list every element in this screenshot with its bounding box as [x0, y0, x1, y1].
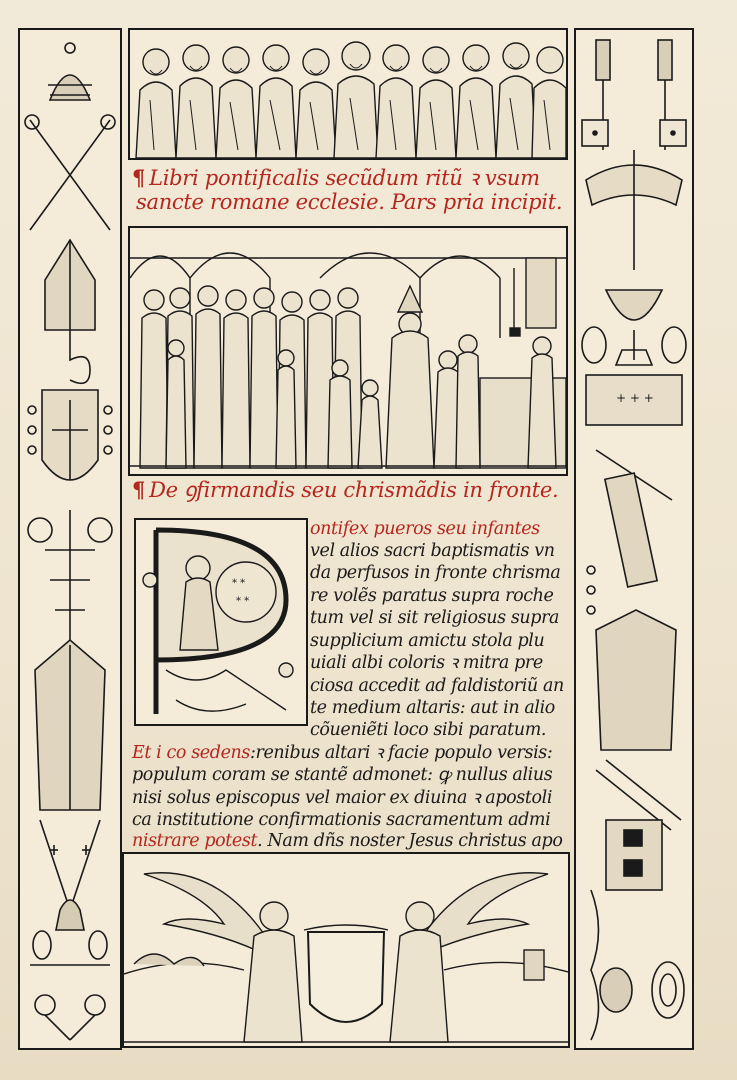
text-line: cõueniẽti loco sibi paratum. — [310, 720, 547, 740]
text-line: re volẽs paratus supra roche — [310, 586, 554, 606]
text-line: supplicium amictu stola plu — [310, 631, 545, 651]
text-line: te medium altaris: aut in alio — [310, 698, 555, 718]
historiated-initial-creation-icon — [136, 520, 306, 724]
historiated-initial — [134, 518, 308, 726]
text-line: nisi solus episcopus vel maior ex diuina ꝛ apostoli — [132, 788, 553, 808]
group-of-apostles-icon — [130, 30, 566, 158]
text-line: uiali albi coloris ꝛ mitra pre — [310, 653, 543, 673]
right-ornamental-border — [574, 28, 694, 1050]
papal-regalia-border-icon — [20, 30, 120, 1048]
text-line: vel alios sacri baptismatis vn — [310, 541, 555, 561]
apostles-woodcut — [128, 28, 568, 160]
section-heading-rubric — [132, 478, 572, 502]
paragraph-mark-icon: ¶ — [132, 165, 146, 190]
title-line-1: Libri pontificalis secũdum ritũ ꝛ vsum — [149, 166, 540, 190]
text-line: ontifex pueros seu infantes — [310, 519, 540, 539]
paragraph-mark-icon: ¶ — [132, 477, 146, 502]
text-line: ciosa accedit ad faldistoriũ an — [310, 676, 564, 696]
text-line: nistrare potest. Nam dñs noster Jesus christus apo — [132, 831, 563, 851]
book-title-rubric — [132, 166, 572, 214]
svg-text:+ + +: + + + — [616, 391, 654, 405]
angels-holding-shield-icon — [124, 854, 568, 1046]
left-ornamental-border — [18, 28, 122, 1050]
text-line: tum vel si sit religiosus supra — [310, 608, 560, 628]
text-line: da perfusos in fronte chrisma — [310, 563, 561, 583]
svg-text:* *: * * — [232, 578, 246, 589]
liturgical-vessels-border-icon — [576, 30, 692, 1048]
text-line: ca institutione confirmationis sacramentum admi — [132, 810, 551, 830]
confirmation-ceremony-icon — [130, 228, 566, 474]
confirmation-ceremony-woodcut — [128, 226, 568, 476]
section-heading-text: De ꝯfirmandis seu chrismãdis in fronte. — [149, 478, 559, 502]
svg-text:* *: * * — [236, 596, 250, 607]
text-line: populum coram se stantẽ admonet: ꝙ nullus alius — [132, 765, 553, 785]
angels-with-shield-woodcut — [122, 852, 570, 1048]
text-line: Et i co sedens:renibus altari ꝛ facie populo versis: — [132, 743, 553, 763]
title-line-2: sancte romane ecclesie. Pars pria incipit. — [136, 190, 563, 214]
